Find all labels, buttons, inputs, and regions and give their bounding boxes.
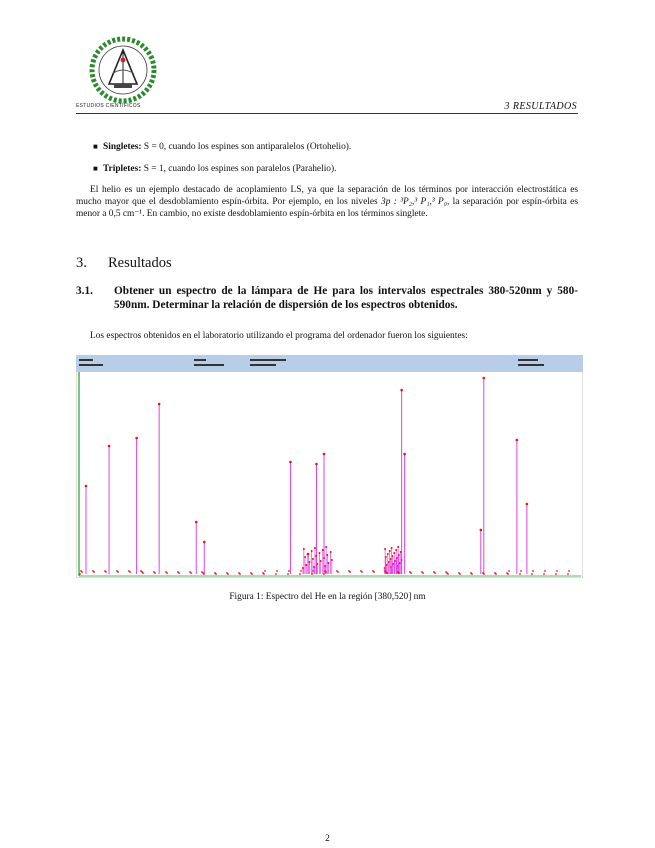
subsection-heading [76, 285, 578, 312]
section-number: 3. [76, 255, 87, 271]
figure-intro: Los espectros obtenidos en el laboratorio utilizando el programa del ordenador fueron los siguientes: [90, 331, 468, 341]
noise-marker [79, 573, 81, 575]
peak-marker [85, 485, 88, 488]
section-heading [76, 255, 172, 272]
noise-marker [323, 573, 325, 575]
bullet-singletes [93, 141, 352, 153]
noise-marker [556, 570, 558, 572]
noise-marker [434, 572, 436, 574]
peak-marker [135, 437, 138, 440]
noise-marker [337, 571, 339, 573]
cluster-marker [315, 555, 317, 557]
institution-logo [76, 36, 170, 110]
cluster-marker [305, 564, 307, 566]
cluster-marker [393, 552, 395, 554]
cluster-marker [327, 562, 329, 564]
cluster-marker [318, 552, 320, 554]
noise-marker [203, 573, 205, 575]
noise-marker [300, 570, 302, 572]
paragraph-math: 3p : ³P₂,³ P₁,³ P₀ [381, 196, 447, 207]
bullet-text: S = 0, cuando los espines son antiparalelos (Ortohelio). [141, 142, 352, 152]
noise-marker [178, 572, 180, 574]
noise-marker [81, 571, 83, 573]
cluster-marker [322, 549, 324, 551]
noise-marker [190, 572, 192, 574]
cluster-marker [320, 560, 322, 562]
noise-marker [105, 571, 107, 573]
peak-marker [108, 445, 111, 448]
noise-marker [422, 572, 424, 574]
cluster-marker [314, 547, 316, 549]
noise-marker [471, 573, 473, 575]
subsection-title: Obtener un espectro de la lámpara de He para los intervalos espectrales 380-520nm y 580-590nm. Determinar la relación de dispersión de los espectros obtenidos. [114, 285, 578, 311]
cluster-marker [397, 546, 399, 548]
subsection-number: 3.1. [76, 285, 93, 297]
cluster-marker [400, 551, 402, 553]
noise-marker [373, 571, 375, 573]
bullet-text: S = 1, cuando los espines son paralelos (Parahelio). [141, 164, 337, 174]
cluster-marker [395, 549, 397, 551]
noise-marker [567, 573, 569, 575]
figure-caption: Figura 1: Espectro del He en la región [380,520] nm [229, 592, 426, 602]
noise-marker [532, 570, 534, 572]
noise-marker [447, 573, 449, 575]
noise-marker [263, 573, 265, 575]
noise-marker [299, 573, 301, 575]
cluster-marker [325, 546, 327, 548]
bullet-term: Tripletes: [103, 164, 142, 174]
noise-marker [311, 573, 313, 575]
noise-marker [215, 573, 217, 575]
noise-marker [544, 570, 546, 572]
noise-marker [312, 570, 314, 572]
noise-marker [154, 572, 156, 574]
noise-marker [287, 573, 289, 575]
noise-marker [275, 573, 277, 575]
noise-marker [117, 571, 119, 573]
cluster-marker [303, 548, 305, 550]
noise-marker [361, 571, 363, 573]
peak-marker [323, 453, 326, 456]
noise-marker [288, 570, 290, 572]
noise-marker [508, 570, 510, 572]
cluster-marker [330, 551, 332, 553]
paragraph-part-2: , la separación por espín-órbita es menor a 0,5 cm⁻¹. En cambio, no existe desdoblamiento espín-órbita en los términos singlete. [76, 196, 578, 219]
noise-marker [459, 573, 461, 575]
noise-marker [93, 571, 95, 573]
peak-marker [400, 389, 403, 392]
noise-marker [325, 571, 327, 573]
bullet-term: Singletes: [103, 142, 142, 152]
peak-marker [203, 541, 206, 544]
page-number: 2 [325, 834, 330, 844]
cluster-marker [326, 554, 328, 556]
peak-marker [403, 453, 406, 456]
noise-marker [142, 572, 144, 574]
noise-marker [166, 572, 168, 574]
section-title: Resultados [108, 255, 172, 271]
figure-toolbar [76, 355, 583, 372]
peak-marker [195, 521, 198, 524]
noise-marker [129, 571, 131, 573]
header-rule [76, 113, 578, 114]
noise-marker [531, 573, 533, 575]
peak-marker [315, 463, 318, 466]
cluster-marker [311, 550, 313, 552]
noise-marker [398, 572, 400, 574]
noise-marker [555, 573, 557, 575]
cluster-marker [307, 553, 309, 555]
cluster-marker [312, 558, 314, 560]
peak-marker [480, 529, 483, 532]
cluster-marker [389, 550, 391, 552]
figure-frame [76, 355, 583, 578]
noise-marker [276, 570, 278, 572]
logo-caption: ESTUDIOS CIENTÍFICOS [76, 103, 141, 109]
cluster-marker [391, 547, 393, 549]
peak-marker [289, 461, 292, 464]
cluster-marker [304, 556, 306, 558]
noise-marker [519, 573, 521, 575]
bullet-marker: ■ [93, 142, 98, 151]
noise-marker [264, 570, 266, 572]
noise-marker [386, 572, 388, 574]
noise-marker [568, 570, 570, 572]
bullet-tripletes [93, 163, 337, 175]
peak-marker [483, 377, 486, 380]
noise-marker [239, 573, 241, 575]
noise-marker [227, 573, 229, 575]
cluster-marker [384, 548, 386, 550]
peak-marker [158, 403, 161, 406]
cluster-marker [323, 557, 325, 559]
noise-marker [495, 573, 497, 575]
noise-marker [543, 573, 545, 575]
noise-marker [520, 570, 522, 572]
peak-marker [516, 439, 519, 442]
body-paragraph [76, 185, 578, 220]
noise-marker [483, 573, 485, 575]
cluster-marker [387, 553, 389, 555]
spectrum-figure [76, 355, 583, 578]
peak-marker [526, 503, 529, 506]
noise-marker [251, 573, 253, 575]
noise-marker [410, 572, 412, 574]
noise-marker [349, 571, 351, 573]
noise-marker [507, 573, 509, 575]
cluster-marker [309, 561, 311, 563]
running-head: 3 RESULTADOS [504, 101, 577, 112]
paragraph-part-1: El helio es un ejemplo destacado de acoplamiento LS, ya que la separación de los términos por interacción electrostática es mucho mayor que el desdoblamiento espín-órbita. Por ejemplo, en los niveles [76, 185, 578, 207]
cluster-marker [316, 563, 318, 565]
cluster-marker [331, 559, 333, 561]
bullet-marker: ■ [93, 164, 98, 173]
